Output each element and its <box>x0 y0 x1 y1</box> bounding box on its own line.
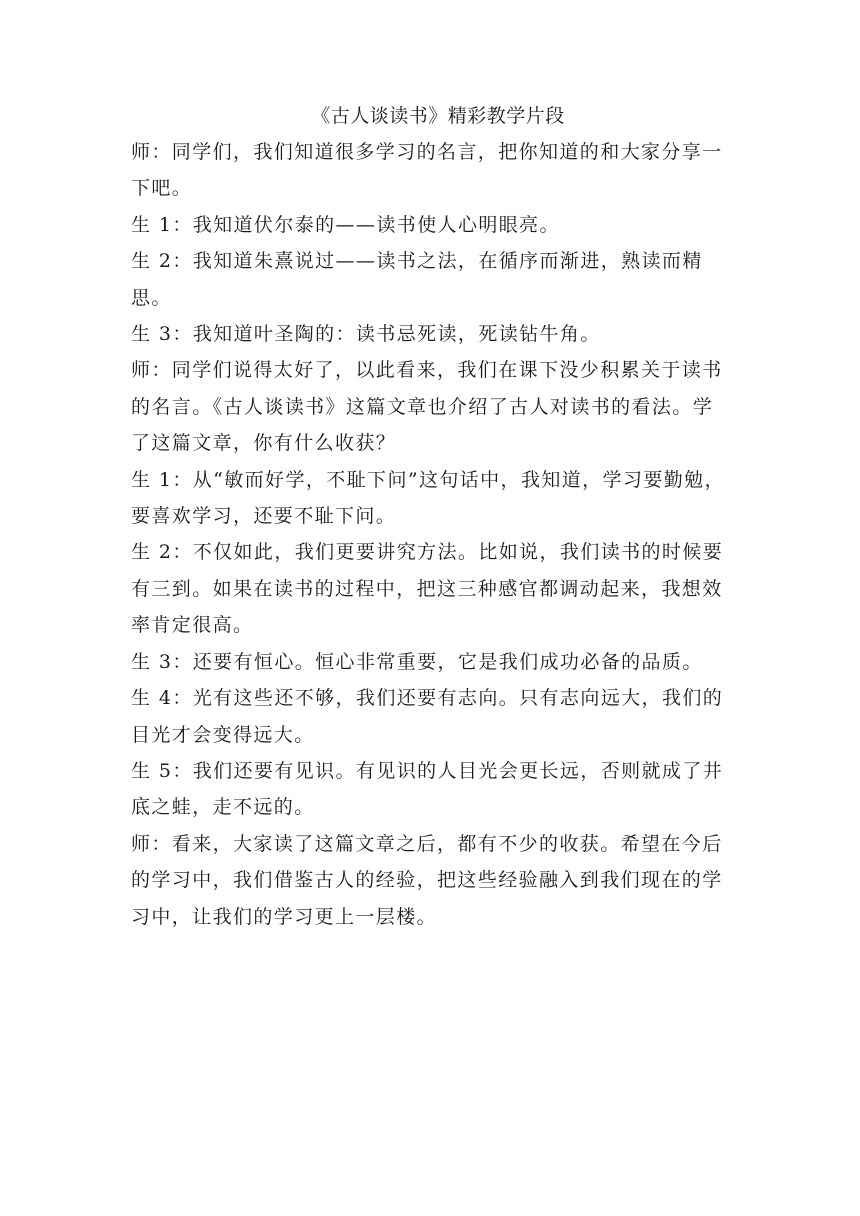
document-title: 《古人谈读书》精彩教学片段 <box>311 105 565 127</box>
paragraph-student-4-answer: 生 4：光有这些还不够，我们还要有志向。只有志向远大，我们的目光才会变得远大。 <box>131 687 724 746</box>
paragraph-student-3-answer: 生 3：还要有恒心。恒心非常重要，它是我们成功必备的品质。 <box>131 650 703 673</box>
paragraph-student-5-answer: 生 5：我们还要有见识。有见识的人目光会更长远，否则就成了井底之蛙，走不远的。 <box>131 759 724 819</box>
paragraph-student-1-quote: 生 1：我知道伏尔泰的——读书使人心明眼亮。 <box>131 213 560 236</box>
paragraph-student-2-answer: 生 2：不仅如此，我们更要讲究方法。比如说，我们读书的时候要有三到。如果在读书的过程中，把这三种感官都调动起来，我想效率肯定很高。 <box>131 541 724 637</box>
document-body <box>131 98 731 935</box>
paragraph-student-2-quote: 生 2：我知道朱熹说过——读书之法，在循序而渐进，熟读而精思。 <box>131 250 703 309</box>
paragraph-teacher-question: 师：同学们说得太好了，以此看来，我们在课下没少积累关于读书的名言。《古人谈读书》这篇文章也介绍了古人对读书的看法。学了这篇文章，你有什么收获？ <box>131 359 723 455</box>
paragraph-student-1-answer: 生 1：从“敏而好学，不耻下问”这句话中，我知道，学习要勤勉，要喜欢学习，还要不耻下问。 <box>131 468 725 528</box>
paragraph-student-3-quote: 生 3：我知道叶圣陶的：读书忌死读，死读钻牛角。 <box>131 323 601 346</box>
paragraph-teacher-opening: 师：同学们，我们知道很多学习的名言，把你知道的和大家分享一下吧。 <box>131 141 723 200</box>
paragraph-teacher-closing: 师：看来，大家读了这篇文章之后，都有不少的收获。希望在今后的学习中，我们借鉴古人的经验，把这些经验融入到我们现在的学习中，让我们的学习更上一层楼。 <box>131 832 723 928</box>
